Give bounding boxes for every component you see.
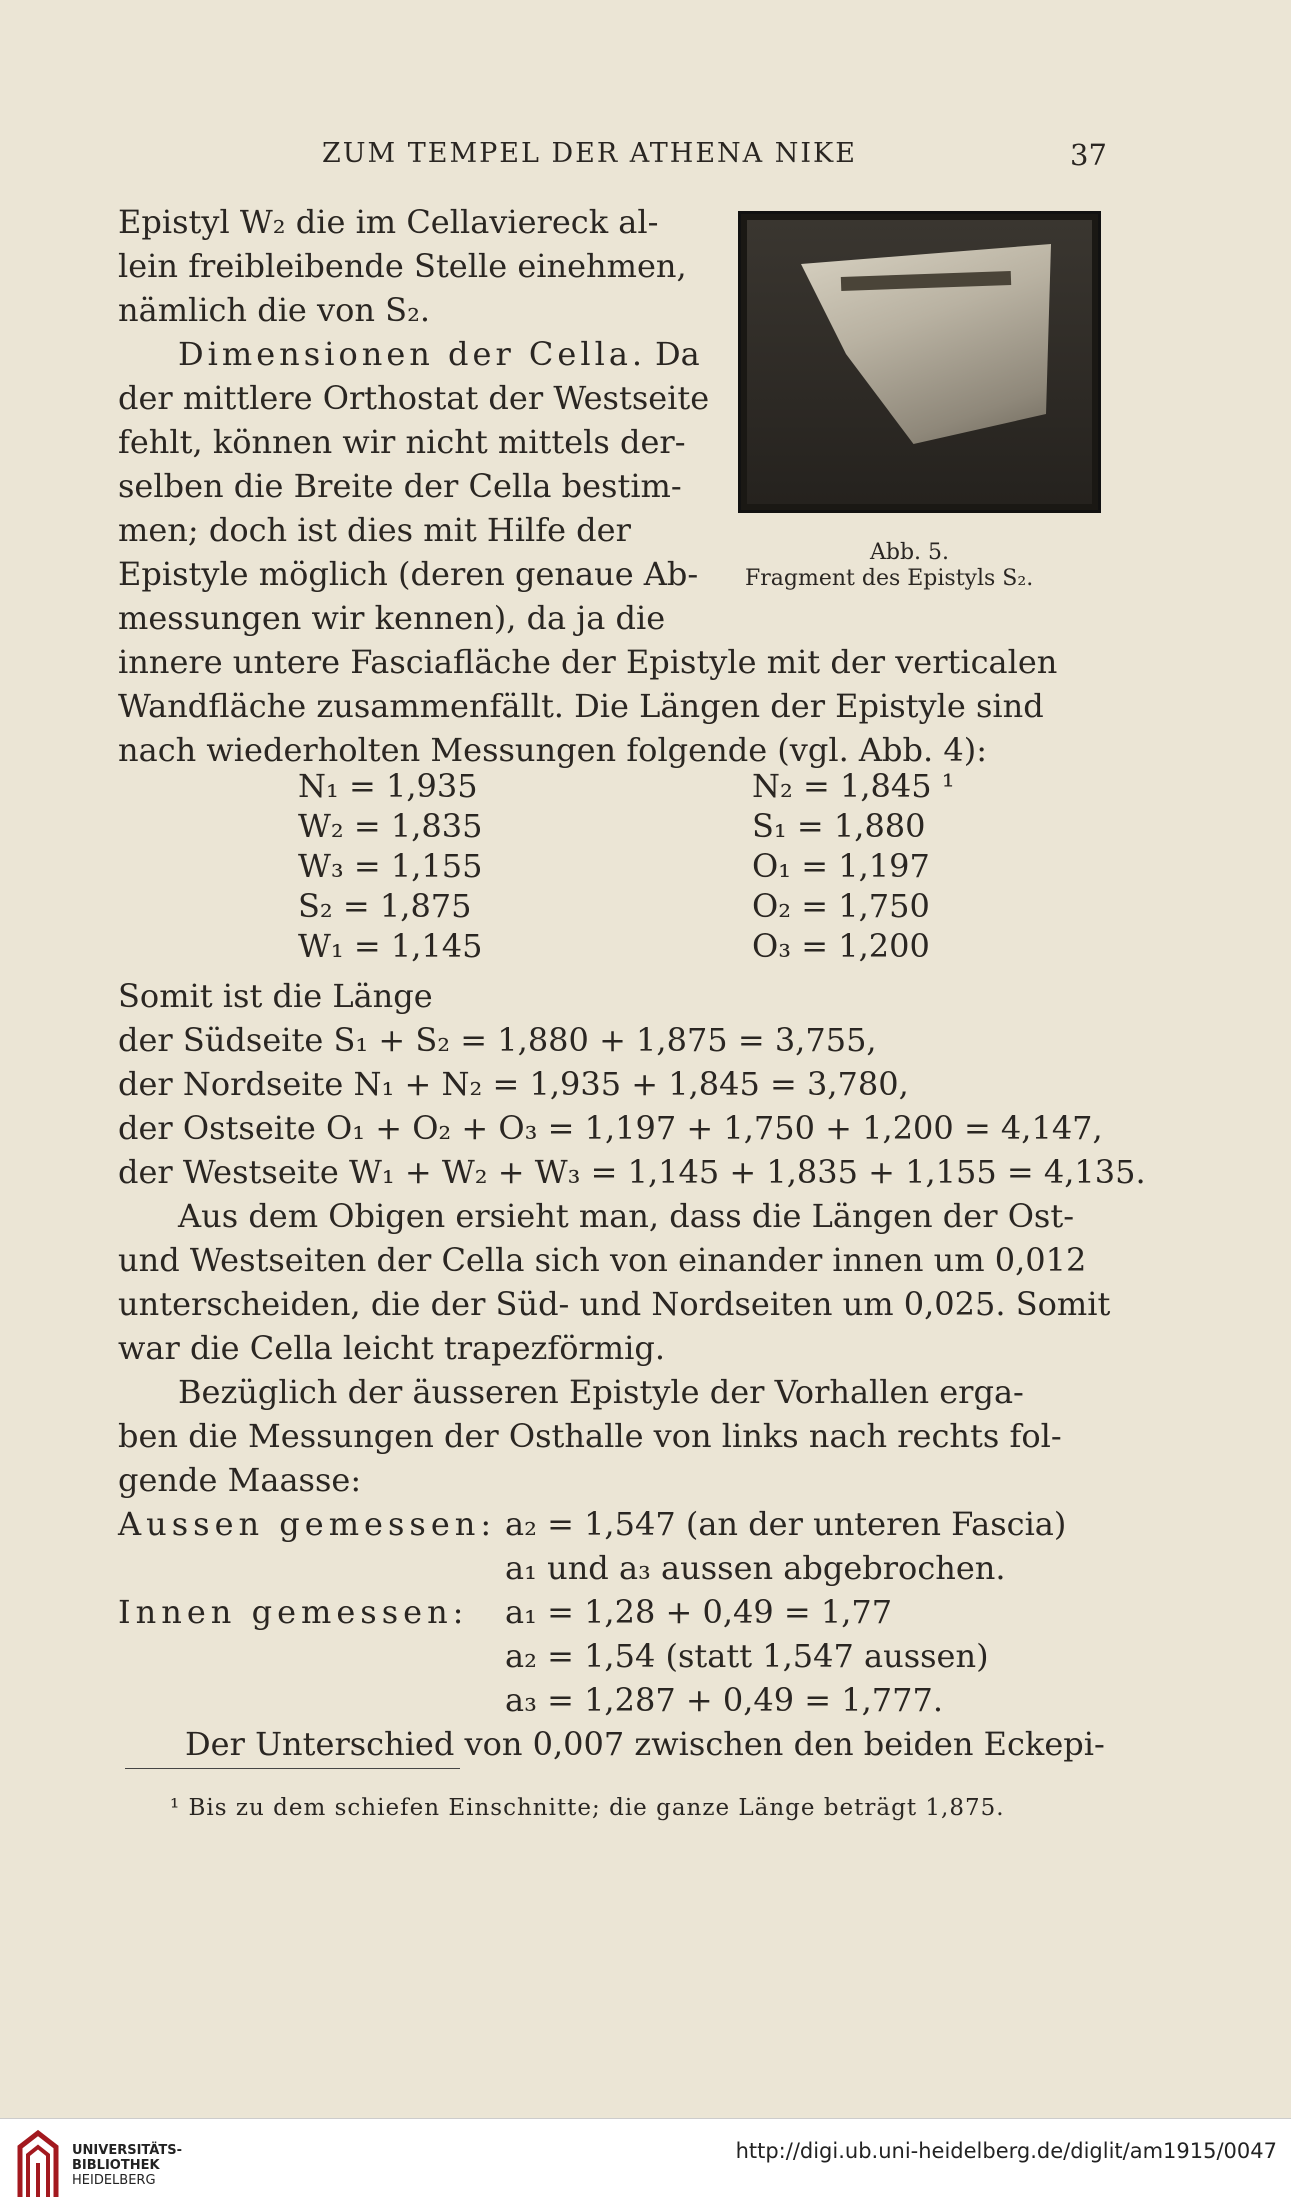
- text-line: Aus dem Obigen ersieht man, dass die Längen der Ost-: [178, 1197, 1075, 1235]
- text-line: unterscheiden, die der Süd- und Nordseiten um 0,025. Somit: [118, 1285, 1111, 1323]
- innen-value: a₂ = 1,54 (statt 1,547 aussen): [505, 1637, 989, 1675]
- sum-line: der Westseite W₁ + W₂ + W₃ = 1,145 + 1,835 + 1,155 = 4,135.: [118, 1153, 1146, 1191]
- footnote-rule: [125, 1768, 460, 1769]
- text-line: der mittlere Orthostat der Westseite: [118, 379, 710, 417]
- footnote: ¹ Bis zu dem schiefen Einschnitte; die ganze Länge beträgt 1,875.: [170, 1795, 1005, 1821]
- measurement: O₁ = 1,197: [752, 847, 930, 885]
- text-line: men; doch ist dies mit Hilfe der: [118, 511, 631, 549]
- figure-caption: Fragment des Epistyls S₂.: [745, 566, 1034, 591]
- innen-value: a₃ = 1,287 + 0,49 = 1,777.: [505, 1681, 944, 1719]
- text-line: Somit ist die Länge: [118, 977, 433, 1015]
- measurement: N₁ = 1,935: [298, 767, 478, 805]
- section-heading: Dimensionen der Cella.: [178, 335, 647, 373]
- measurement: S₂ = 1,875: [298, 887, 472, 925]
- figure-label: Abb. 5.: [870, 540, 950, 565]
- text-line: fehlt, können wir nicht mittels der-: [118, 423, 686, 461]
- text-line: gende Maasse:: [118, 1461, 362, 1499]
- text-line: Wandfläche zusammenfällt. Die Längen der Epistyle sind: [118, 687, 1044, 725]
- library-name: [72, 2143, 182, 2188]
- measurement: O₃ = 1,200: [752, 927, 930, 965]
- measurement: W₂ = 1,835: [298, 807, 483, 845]
- text-line: Bezüglich der äusseren Epistyle der Vorhallen erga-: [178, 1373, 1024, 1411]
- measurement: W₁ = 1,145: [298, 927, 483, 965]
- sum-line: der Südseite S₁ + S₂ = 1,880 + 1,875 = 3,755,: [118, 1021, 877, 1059]
- text-line: Der Unterschied von 0,007 zwischen den beiden Eckepi-: [185, 1725, 1105, 1763]
- text-line: selben die Breite der Cella bestim-: [118, 467, 682, 505]
- text-line: Epistyle möglich (deren genaue Ab-: [118, 555, 699, 593]
- text-line: war die Cella leicht trapezförmig.: [118, 1329, 666, 1367]
- library-name-line: UNIVERSITÄTS-: [72, 2143, 182, 2158]
- aussen-value: a₂ = 1,547 (an der unteren Fascia): [505, 1505, 1067, 1543]
- innen-label: Innen gemessen:: [118, 1593, 469, 1631]
- measurement: S₁ = 1,880: [752, 807, 926, 845]
- text-line: ben die Messungen der Osthalle von links nach rechts fol-: [118, 1417, 1062, 1455]
- text-line: lein freibleibende Stelle einehmen,: [118, 247, 687, 285]
- library-footer: [0, 2118, 1291, 2211]
- aussen-label: Aussen gemessen:: [118, 1505, 497, 1543]
- source-url-link[interactable]: http://digi.ub.uni-heidelberg.de/diglit/am1915/0047: [735, 2139, 1277, 2163]
- text-line: nämlich die von S₂.: [118, 291, 431, 329]
- text-line: und Westseiten der Cella sich von einander innen um 0,012: [118, 1241, 1087, 1279]
- library-logo-icon: [14, 2127, 62, 2199]
- library-name-line: HEIDELBERG: [72, 2173, 156, 2188]
- measurement: N₂ = 1,845 ¹: [752, 767, 955, 805]
- text-line: innere untere Fasciafläche der Epistyle mit der verticalen: [118, 643, 1058, 681]
- figure-photo: [738, 211, 1101, 513]
- measurement: W₃ = 1,155: [298, 847, 483, 885]
- running-title: ZUM TEMPEL DER ATHENA NIKE: [322, 138, 857, 169]
- text-line: nach wiederholten Messungen folgende (vgl. Abb. 4):: [118, 731, 987, 769]
- text-line: Epistyl W₂ die im Cellaviereck al-: [118, 203, 659, 241]
- sum-line: der Ostseite O₁ + O₂ + O₃ = 1,197 + 1,750 + 1,200 = 4,147,: [118, 1109, 1103, 1147]
- sum-line: der Nordseite N₁ + N₂ = 1,935 + 1,845 = 3,780,: [118, 1065, 909, 1103]
- text-line: Da: [655, 335, 700, 373]
- library-name-line: BIBLIOTHEK: [72, 2158, 160, 2173]
- page-number: 37: [1070, 138, 1107, 172]
- aussen-value: a₁ und a₃ aussen abgebrochen.: [505, 1549, 1006, 1587]
- text-line: messungen wir kennen), da ja die: [118, 599, 666, 637]
- innen-value: a₁ = 1,28 + 0,49 = 1,77: [505, 1593, 893, 1631]
- measurement: O₂ = 1,750: [752, 887, 930, 925]
